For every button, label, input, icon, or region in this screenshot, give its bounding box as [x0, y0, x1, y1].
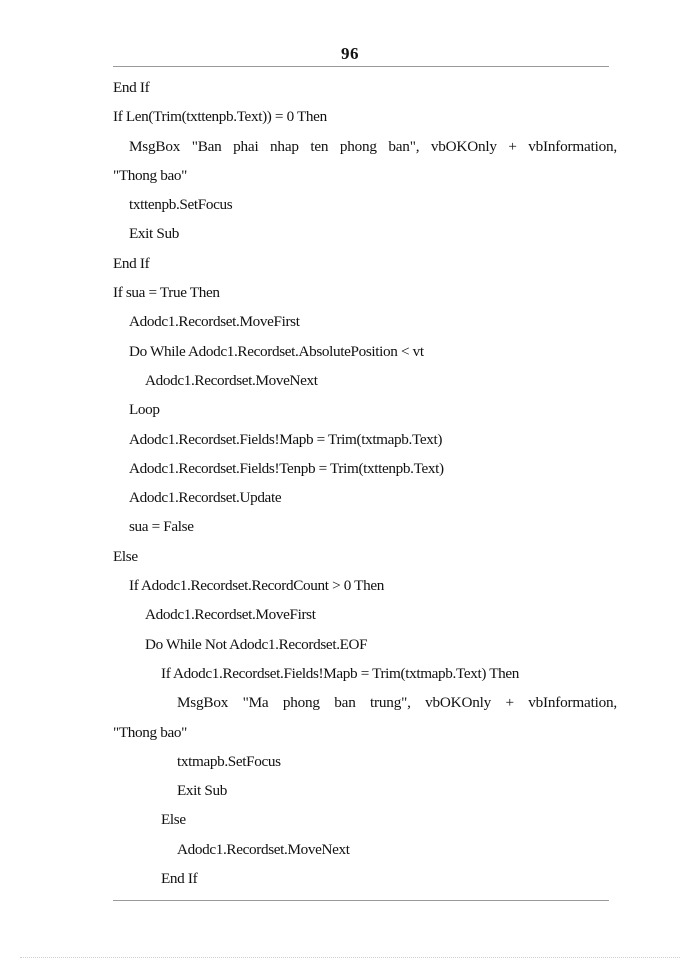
- code-line: If sua = True Then: [113, 284, 220, 302]
- code-line: End If: [113, 254, 150, 272]
- code-line: Else: [161, 811, 186, 829]
- footer-divider: [113, 900, 609, 901]
- code-line: Adodc1.Recordset.MoveFirst: [145, 606, 316, 624]
- code-line: Adodc1.Recordset.MoveNext: [177, 840, 350, 858]
- page-edge-dotted-line: [20, 957, 680, 958]
- code-listing: [113, 73, 617, 893]
- code-line: Adodc1.Recordset.Fields!Mapb = Trim(txtmapb.Text): [129, 430, 443, 448]
- code-line: End If: [113, 79, 150, 96]
- code-line: "Thong bao": [113, 723, 187, 741]
- code-line: Adodc1.Recordset.Fields!Tenpb = Trim(txttenpb.Text): [129, 459, 444, 477]
- page-number: 96: [341, 44, 359, 63]
- code-line: Loop: [129, 401, 160, 419]
- code-line: If Len(Trim(txttenpb.Text)) = 0 Then: [113, 108, 327, 126]
- code-line: txttenpb.SetFocus: [129, 196, 233, 214]
- code-line: If Adodc1.Recordset.Fields!Mapb = Trim(txtmapb.Text) Then: [161, 664, 520, 682]
- code-line: End If: [161, 870, 198, 888]
- code-line: Adodc1.Recordset.Update: [129, 489, 282, 507]
- code-line: If Adodc1.Recordset.RecordCount > 0 Then: [129, 577, 384, 595]
- code-line: Else: [113, 547, 138, 565]
- code-line: Exit Sub: [177, 782, 227, 800]
- header-divider: [113, 66, 609, 67]
- code-line: MsgBox "Ban phai nhap ten phong ban", vbOKOnly + vbInformation,: [129, 137, 617, 155]
- code-line: "Thong bao": [113, 166, 187, 184]
- code-line: Exit Sub: [129, 225, 179, 243]
- code-line: txtmapb.SetFocus: [177, 752, 281, 770]
- code-line: Do While Adodc1.Recordset.AbsolutePosition < vt: [129, 342, 424, 360]
- code-line: Do While Not Adodc1.Recordset.EOF: [145, 635, 368, 653]
- code-line: Adodc1.Recordset.MoveNext: [145, 371, 318, 389]
- code-line: sua = False: [129, 518, 194, 536]
- code-line: MsgBox "Ma phong ban trung", vbOKOnly + vbInformation,: [177, 694, 617, 712]
- code-line: Adodc1.Recordset.MoveFirst: [129, 313, 300, 331]
